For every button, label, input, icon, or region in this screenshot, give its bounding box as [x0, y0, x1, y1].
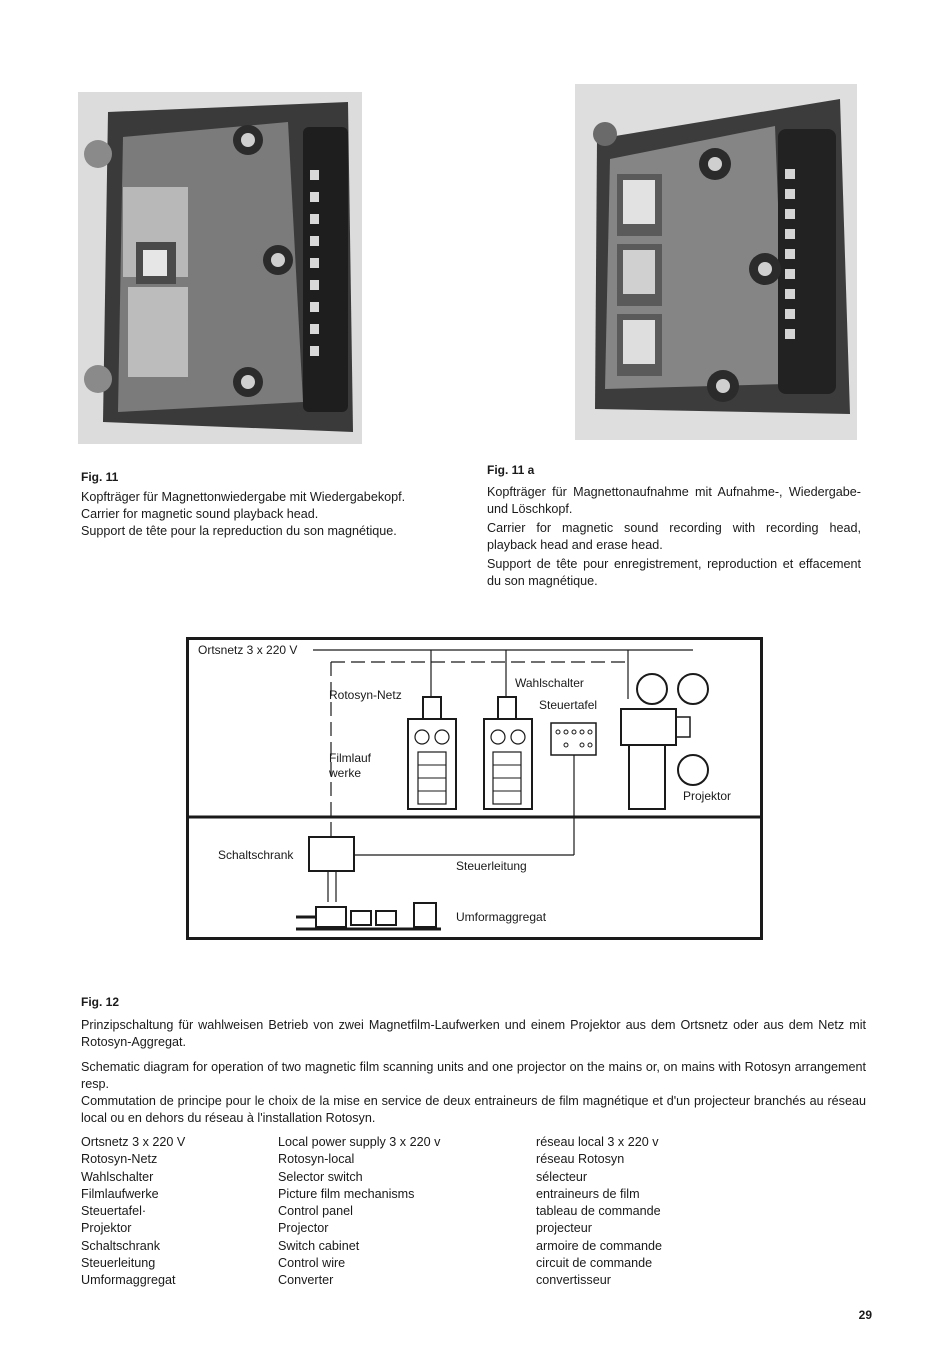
gloss-en-item: Control panel — [278, 1204, 353, 1219]
fig11a-par-fr: Support de tête pour enregistrement, reproduction et effacement du son magnétique. — [487, 557, 861, 588]
gloss-en-item: Switch cabinet — [278, 1238, 360, 1253]
fig12-par-fr: Commutation de principe pour le choix de la mise en service de deux entraineurs de film magnétique et d'un projecteur branchés au réseau local ou en dehors du réseau à l'installation Rotosyn. — [81, 1094, 866, 1125]
fig11-line-de: Kopfträger für Magnettonwiedergabe mit Wiedergabekopf. — [81, 490, 406, 504]
glossary-german — [81, 1134, 185, 1290]
fig12-par-en: Schematic diagram for operation of two magnetic film scanning units and one projector on the mains or, on mains with Rotosyn arrangement resp. — [81, 1060, 866, 1091]
gloss-en-item: Control wire — [278, 1256, 346, 1271]
label-steuerleitung: Steuerleitung — [456, 859, 527, 873]
gloss-de-item: Wahlschalter — [81, 1169, 154, 1184]
gloss-fr-item: entraineurs de film — [536, 1186, 640, 1201]
label-ortsnetz: Ortsnetz 3 x 220 V — [198, 643, 298, 657]
gloss-de-item: Steuertafel· — [81, 1204, 147, 1219]
fig12-label: Fig. 12 — [81, 995, 120, 1009]
gloss-en-item: Local power supply 3 x 220 v — [278, 1135, 441, 1149]
fig11-label: Fig. 11 — [81, 470, 119, 484]
fig11a-caption — [487, 484, 861, 592]
label-werke: werke — [329, 766, 362, 780]
gloss-de-item: Rotosyn-Netz — [81, 1152, 158, 1167]
gloss-fr-item: réseau local 3 x 220 v — [536, 1135, 659, 1149]
fig12-par-de: Prinzipschaltung für wahlweisen Betrieb von zwei Magnetfilm-Laufwerken und einem Projektor aus dem Ortsnetz oder aus dem Netz mit Rotosyn-Aggregat. — [81, 1018, 866, 1049]
gloss-de-item: Schaltschrank — [81, 1238, 161, 1253]
gloss-en-item: Picture film mechanisms — [278, 1186, 415, 1201]
gloss-de-item: Filmlaufwerke — [81, 1186, 159, 1201]
gloss-fr-item: circuit de commande — [536, 1256, 653, 1271]
gloss-de-item: Projektor — [81, 1221, 132, 1236]
label-schaltschrank: Schaltschrank — [218, 848, 294, 862]
label-umformaggregat: Umformaggregat — [456, 910, 547, 924]
gloss-de-item: Steuerleitung — [81, 1256, 156, 1271]
gloss-fr-item: convertisseur — [536, 1273, 611, 1288]
fig11a-photo — [575, 84, 857, 440]
gloss-de-item: Ortsnetz 3 x 220 V — [81, 1135, 186, 1149]
gloss-fr-item: projecteur — [536, 1221, 593, 1236]
fig11a-par-en: Carrier for magnetic sound recording with recording head, playback head and erase head. — [487, 521, 861, 552]
fig11-line-en: Carrier for magnetic sound playback head. — [81, 507, 319, 521]
page-number: 29 — [858, 1308, 872, 1322]
fig11a-label: Fig. 11 a — [487, 463, 535, 477]
label-projektor: Projektor — [683, 789, 732, 803]
gloss-en-item: Converter — [278, 1273, 334, 1288]
fig11-line-fr: Support de tête pour la repreduction du son magnétique. — [81, 524, 397, 538]
gloss-de-item: Umformaggregat — [81, 1273, 176, 1288]
gloss-en-item: Projector — [278, 1221, 329, 1236]
label-wahlschalter: Wahlschalter — [515, 676, 584, 690]
label-steuertafel: Steuertafel — [539, 698, 598, 712]
gloss-en-item: Selector switch — [278, 1169, 363, 1184]
gloss-fr-item: armoire de commande — [536, 1238, 662, 1253]
fig11-photo — [78, 92, 362, 444]
fig12-schematic — [186, 637, 763, 940]
glossary-french — [536, 1134, 662, 1290]
gloss-fr-item: tableau de commande — [536, 1204, 661, 1219]
gloss-en-item: Rotosyn-local — [278, 1152, 355, 1167]
fig11-caption — [81, 489, 471, 540]
label-rotosyn-netz: Rotosyn-Netz — [329, 688, 402, 702]
label-filmlauf: Filmlauf — [329, 751, 372, 765]
gloss-fr-item: sélecteur — [536, 1169, 588, 1184]
fig11a-par-de: Kopfträger für Magnettonaufnahme mit Aufnahme-, Wiedergabe- und Löschkopf. — [487, 485, 861, 516]
gloss-fr-item: réseau Rotosyn — [536, 1152, 625, 1167]
glossary-english — [278, 1134, 440, 1290]
